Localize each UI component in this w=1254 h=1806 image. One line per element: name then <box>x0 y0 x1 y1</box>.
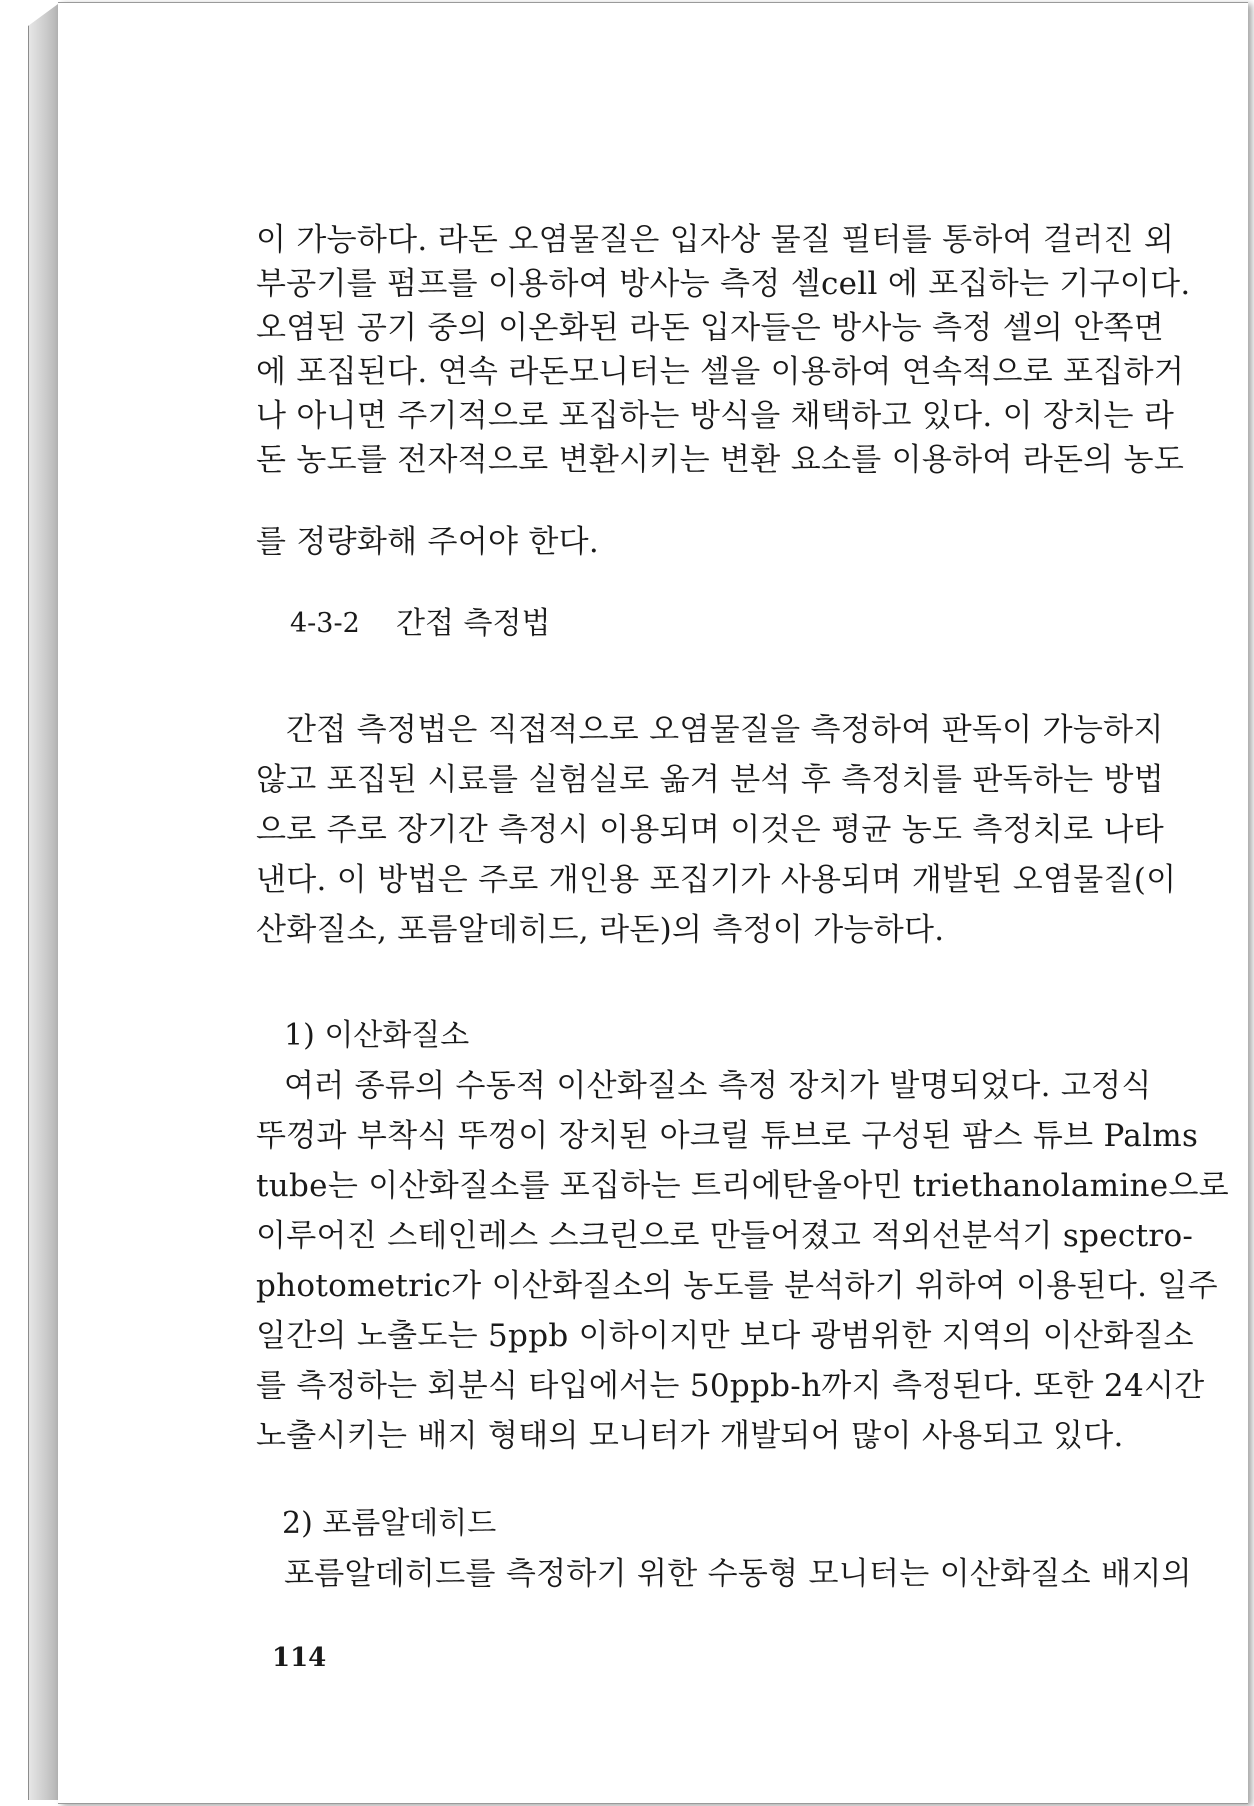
subsection-2-title: 2) 포름알데히드 <box>282 1506 497 1541</box>
paragraph-3-line-8: 노출시키는 배지 형태의 모니터가 개발되어 많이 사용되고 있다. <box>256 1418 1124 1454</box>
paragraph-3-line-3: tube는 이산화질소를 포집하는 트리에탄올아민 triethanolamine으로 <box>256 1168 1229 1204</box>
paragraph-3-line-2: 뚜껑과 부착식 뚜껑이 장치된 아크릴 튜브로 구성된 팜스 튜브 Palms <box>256 1118 1199 1154</box>
page-corner <box>28 4 58 26</box>
paragraph-3-line-4: 이루어진 스테인레스 스크린으로 만들어졌고 적외선분석기 spectro- <box>256 1218 1194 1254</box>
paragraph-2-line-2: 않고 포집된 시료를 실험실로 옮겨 분석 후 측정치를 판독하는 방법 <box>256 762 1165 798</box>
paragraph-2-line-4: 낸다. 이 방법은 주로 개인용 포집기가 사용되며 개발된 오염물질(이 <box>256 862 1177 898</box>
paragraph-2-line-1: 간접 측정법은 직접적으로 오염물질을 측정하여 판독이 가능하지 <box>286 712 1164 748</box>
subsection-1-title: 1) 이산화질소 <box>284 1018 470 1053</box>
book-page-edge <box>28 4 59 1800</box>
section-number: 4-3-2 <box>290 608 360 639</box>
paragraph-1-line-2: 부공기를 펌프를 이용하여 방사능 측정 셀cell 에 포집하는 기구이다. <box>256 266 1191 302</box>
paragraph-3-line-1: 여러 종류의 수동적 이산화질소 측정 장치가 발명되었다. 고정식 <box>284 1068 1152 1104</box>
paragraph-2-line-3: 으로 주로 장기간 측정시 이용되며 이것은 평균 농도 측정치로 나타 <box>256 812 1165 848</box>
page-number: 114 <box>272 1643 327 1673</box>
paragraph-1-line-1: 이 가능하다. 라돈 오염물질은 입자상 물질 필터를 통하여 걸러진 외 <box>256 222 1175 258</box>
paragraph-1-line-5: 나 아니면 주기적으로 포집하는 방식을 채택하고 있다. 이 장치는 라 <box>256 398 1175 434</box>
paragraph-3-line-5: photometric가 이산화질소의 농도를 분석하기 위하여 이용된다. 일주 <box>256 1268 1218 1304</box>
paragraph-1-line-6: 돈 농도를 전자적으로 변환시키는 변환 요소를 이용하여 라돈의 농도 <box>256 442 1185 478</box>
paragraph-1-line-3: 오염된 공기 중의 이온화된 라돈 입자들은 방사능 측정 셀의 안쪽면 <box>256 310 1165 346</box>
paragraph-1-line-4: 에 포집된다. 연속 라돈모니터는 셀을 이용하여 연속적으로 포집하거 <box>256 354 1185 390</box>
paragraph-1-line-7: 를 정량화해 주어야 한다. <box>256 524 600 560</box>
paragraph-3-line-7: 를 측정하는 회분식 타입에서는 50ppb-h까지 측정된다. 또한 24시간 <box>256 1368 1205 1404</box>
paragraph-4-line-1: 포름알데히드를 측정하기 위한 수동형 모니터는 이산화질소 배지의 <box>284 1556 1192 1592</box>
paragraph-3-line-6: 일간의 노출도는 5ppb 이하이지만 보다 광범위한 지역의 이산화질소 <box>256 1318 1194 1354</box>
section-title: 간접 측정법 <box>396 606 551 641</box>
paragraph-2-line-5: 산화질소, 포름알데히드, 라돈)의 측정이 가능하다. <box>256 912 945 948</box>
